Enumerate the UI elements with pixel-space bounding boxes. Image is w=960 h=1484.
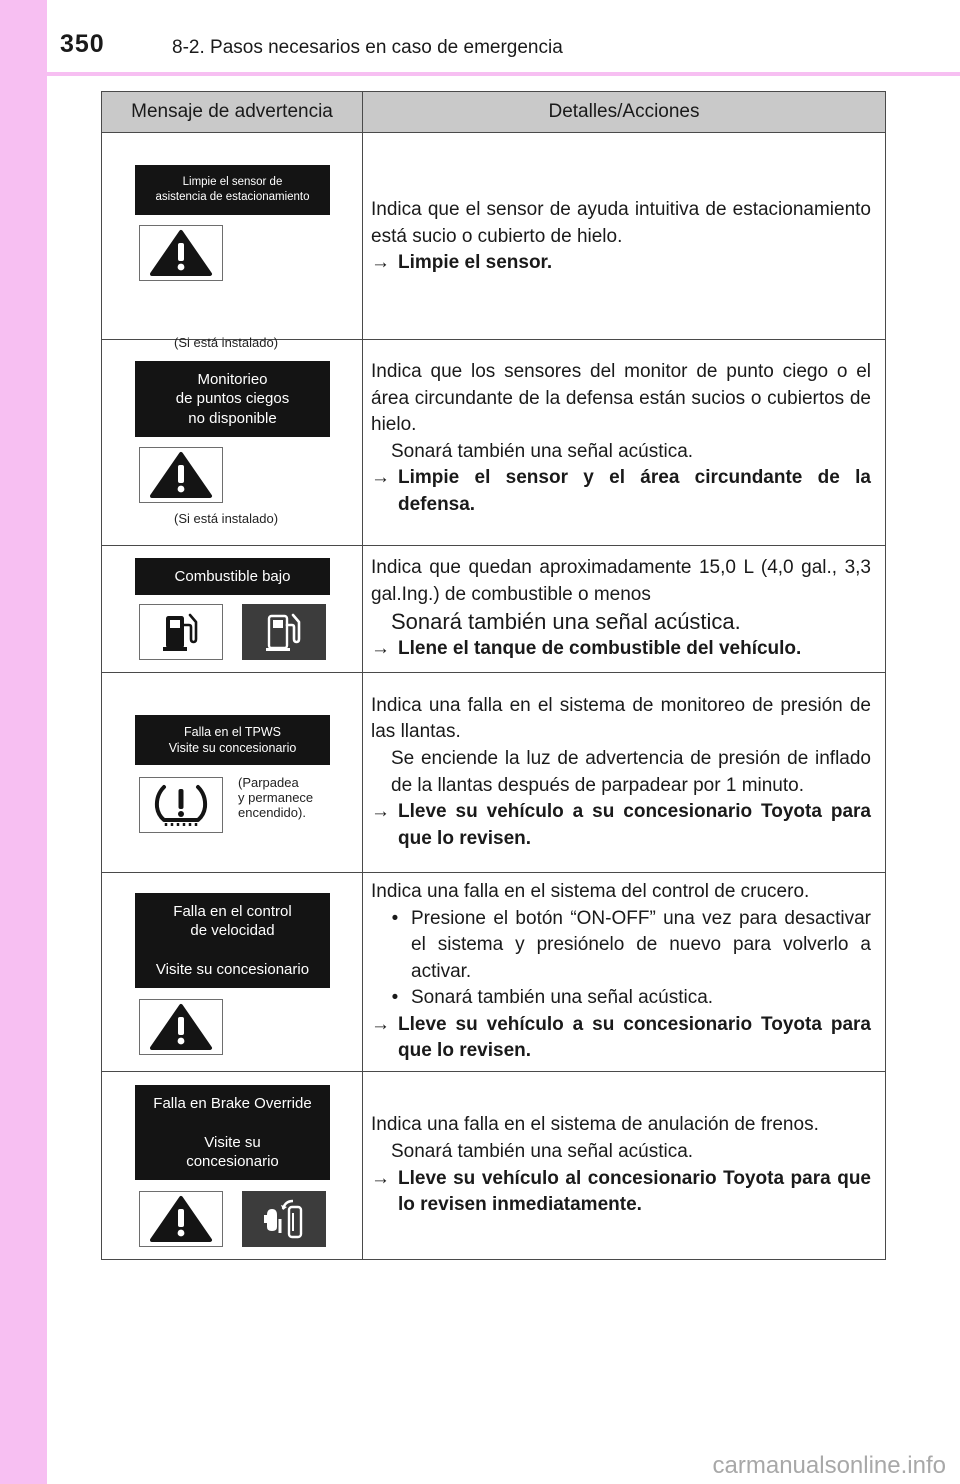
arrow-icon: →	[371, 1167, 390, 1189]
warning-icon-box	[139, 225, 223, 281]
page-number: 350	[60, 30, 105, 58]
action-text: → Lleve su vehículo al concesionario Toyota para que lo revisen inmediatamente.	[371, 1166, 871, 1219]
warning-triangle-icon	[148, 229, 214, 277]
action-text: → Llene el tanque de combustible del vehículo.	[371, 636, 871, 663]
arrow-icon: →	[371, 638, 390, 660]
warning-icon-box	[139, 447, 223, 503]
table-header	[102, 92, 885, 133]
header-rule	[47, 72, 960, 76]
arrow-icon: →	[371, 1013, 390, 1035]
arrow-icon: →	[371, 801, 390, 823]
fuel-icon-box-dark	[242, 604, 326, 660]
message-cell	[102, 873, 363, 1071]
details-cell	[363, 1072, 885, 1259]
brake-icon-box	[242, 1191, 326, 1247]
arrow-icon: →	[371, 252, 390, 274]
details-cell	[363, 133, 885, 339]
details-text: Indica que los sensores del monitor de punto ciego o el área circundante de la defensa están sucios o cubiertos de hielo.	[371, 361, 871, 436]
details-cell	[363, 546, 885, 672]
col-header-message: Mensaje de advertencia	[102, 92, 363, 132]
install-note: (Si está instalado)	[174, 335, 279, 350]
message-cell	[102, 1072, 363, 1259]
details-text: Sonará también una señal acústica.	[391, 440, 694, 462]
action-text: → Lleve su vehículo a su concesionario Toyota para que lo revisen.	[371, 799, 871, 852]
details-cell	[363, 673, 885, 872]
bullet-item: • Sonará también una señal acústica.	[391, 987, 714, 1009]
table-row	[102, 873, 885, 1072]
arrow-icon: →	[371, 467, 390, 489]
install-note: (Si está instalado)	[174, 511, 279, 526]
action-text: → Limpie el sensor y el área circundante de la defensa.	[371, 465, 871, 518]
section-title: 8-2. Pasos necesarios en caso de emergencia	[172, 37, 563, 58]
message-cell	[102, 673, 363, 872]
details-text: Se enciende la luz de advertencia de presión de inflado de la llantas después de parpadear por 1 minuto.	[391, 747, 871, 796]
side-margin-bar	[0, 0, 47, 1484]
tire-pressure-icon	[150, 781, 212, 829]
details-text: Indica que el sensor de ayuda intuitiva de estacionamiento está sucio o cubierto de hielo.	[371, 199, 871, 247]
warning-triangle-icon	[148, 1195, 214, 1243]
brake-override-icon	[253, 1195, 315, 1243]
warning-message-box: Falla en Brake Override Visite su concesionario	[135, 1085, 330, 1180]
details-cell	[363, 873, 885, 1071]
warning-table	[101, 91, 886, 1260]
details-text: Indica una falla en el sistema de monitoreo de presión de las llantas.	[371, 694, 871, 743]
warning-message-box: Monitorieo de puntos ciegos no disponible	[135, 361, 330, 437]
table-row	[102, 673, 885, 873]
table-row	[102, 546, 885, 673]
warning-message-box: Falla en el control de velocidad Visite su concesionario	[135, 893, 330, 988]
action-text: → Lleve su vehículo a su concesionario Toyota para que lo revisen.	[371, 1012, 871, 1065]
fuel-pump-icon	[262, 610, 306, 654]
warning-message-box: Combustible bajo	[135, 558, 330, 595]
warning-message-box: Limpie el sensor de asistencia de estacionamiento	[135, 165, 330, 215]
warning-message-box: Falla en el TPWS Visite su concesionario	[135, 715, 330, 765]
message-cell	[102, 546, 363, 672]
blink-note: (Parpadea y permanece encendido).	[238, 775, 314, 820]
message-cell	[102, 340, 363, 545]
warning-triangle-icon	[148, 1003, 214, 1051]
details-text: Indica que quedan aproximadamente 15,0 L (4,0 gal., 3,3 gal.Ing.) de combustible o menos	[371, 557, 871, 605]
warning-icon-box	[139, 999, 223, 1055]
tire-icon-box	[139, 777, 223, 833]
fuel-icon-box	[139, 604, 223, 660]
details-cell	[363, 340, 885, 545]
action-text: → Limpie el sensor.	[371, 250, 871, 277]
table-row	[102, 133, 885, 350]
warning-triangle-icon	[148, 451, 214, 499]
details-text: Indica una falla en el sistema del control de crucero.	[371, 880, 810, 902]
bullet-item: • Presione el botón “ON-OFF” una vez para desactivar el sistema y presiónelo de nuevo para volverlo a activar.	[391, 907, 871, 982]
message-cell	[102, 133, 363, 350]
col-header-details: Detalles/Acciones	[548, 101, 700, 122]
warning-icon-box	[139, 1191, 223, 1247]
table-row	[102, 1072, 885, 1259]
fuel-pump-icon	[159, 610, 203, 654]
details-text: Sonará también una señal acústica.	[391, 609, 741, 635]
details-text: Sonará también una señal acústica.	[391, 1140, 694, 1162]
table-row	[102, 340, 885, 546]
details-text: Indica una falla en el sistema de anulación de frenos.	[371, 1114, 819, 1136]
watermark: carmanualsonline.info	[712, 1452, 946, 1479]
